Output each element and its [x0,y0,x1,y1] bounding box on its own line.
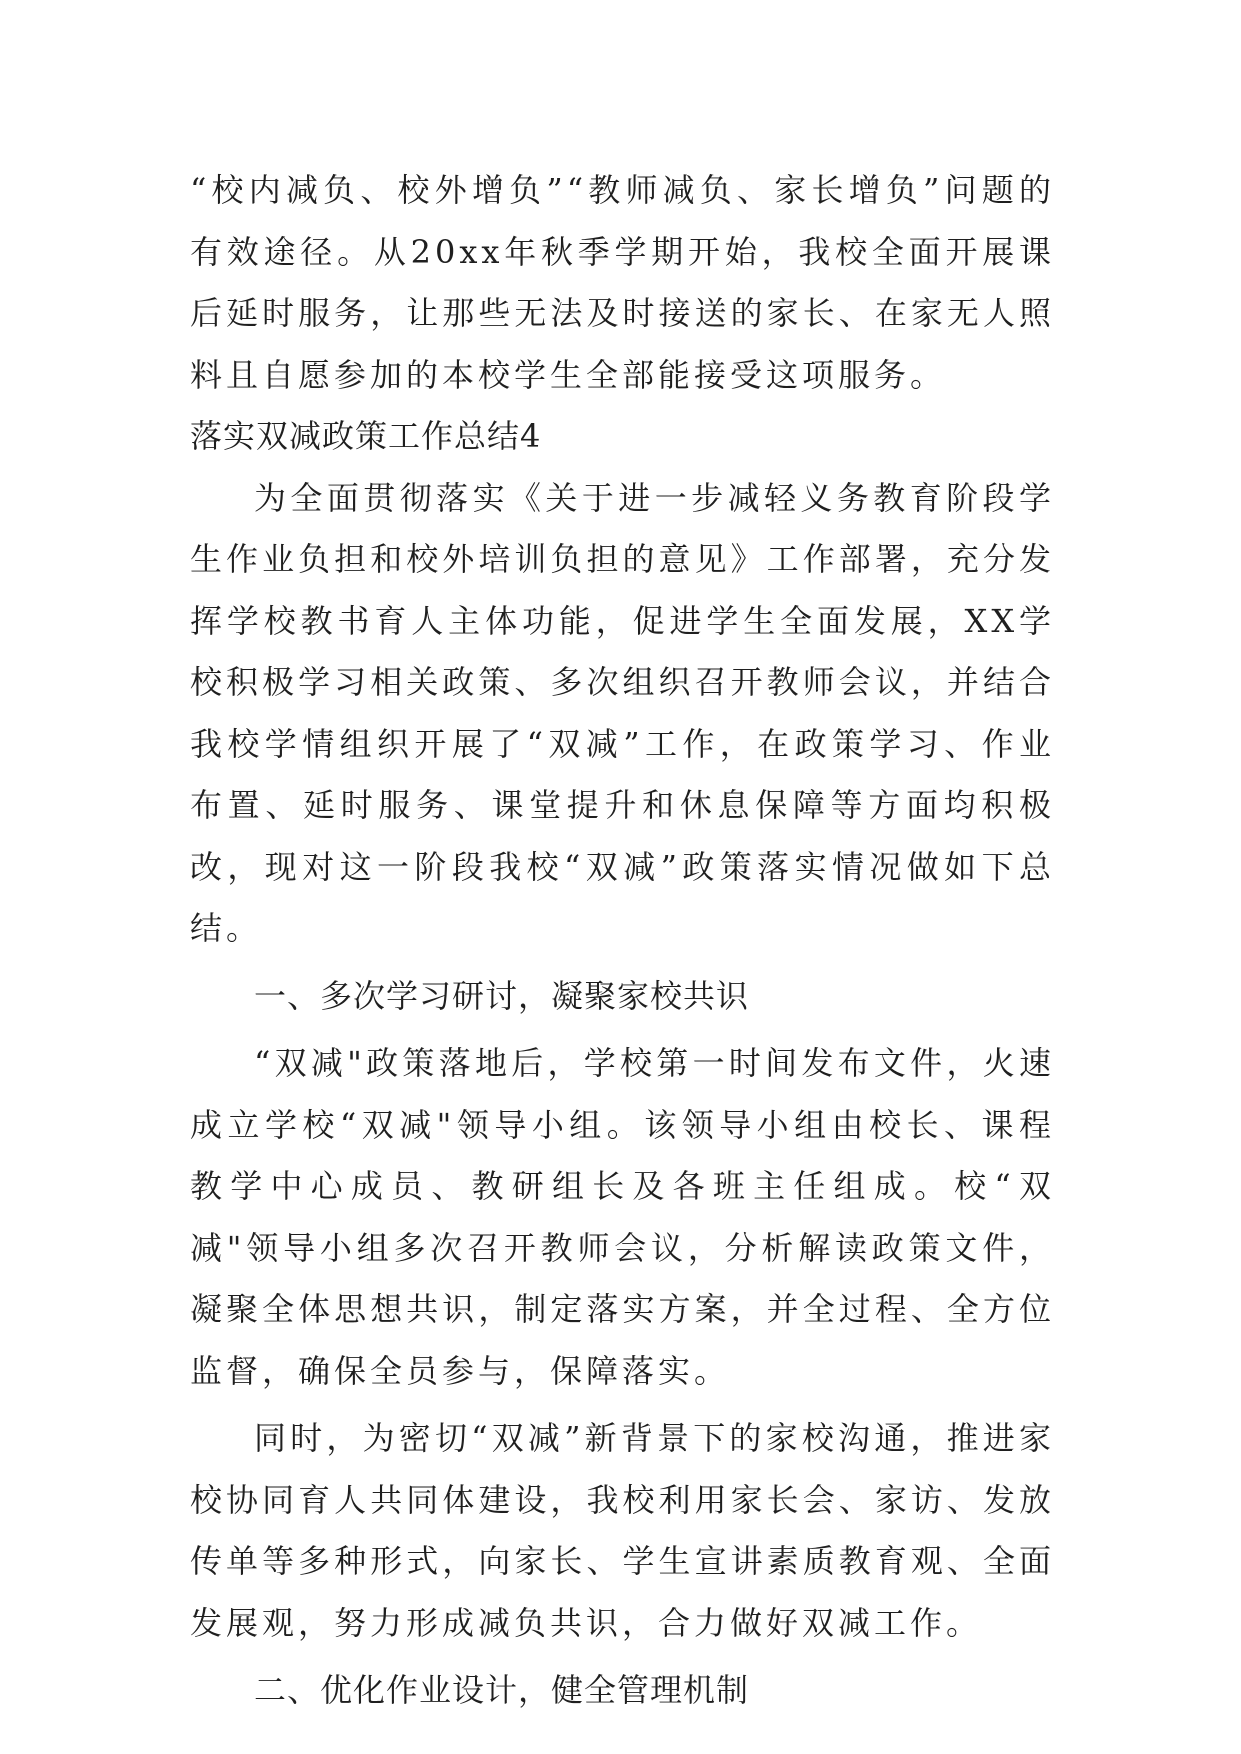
paragraph-1a: “双减"政策落地后，学校第一时间发布文件，火速成立学校“双减"领导小组。该领导小组由校长、课程教学中心成员、教研组长及各班主任组成。校“双减"领导小组多次召开教师会议，分析解读政策文件，凝聚全体思想共识，制定落实方案，并全过程、全方位监督，确保全员参与，保障落实。 [190,1044,1055,1390]
document-body [190,160,1055,1722]
section-title: 落实双减政策工作总结4 [190,417,542,455]
heading-1: 一、多次学习研讨，凝聚家校共识 [254,976,750,1015]
paragraph-intro: 为全面贯彻落实《关于进一步减轻义务教育阶段学生作业负担和校外培训负担的意见》工作部署，充分发挥学校教书育人主体功能，促进学生全面发展，XX学校积极学习相关政策、多次组织召开教师会议，并结合我校学情组织开展了“双减”工作，在政策学习、作业布置、延时服务、课堂提升和休息保障等方面均积极改，现对这一阶段我校“双减”政策落实情况做如下总结。 [190,478,1055,947]
paragraph-continued: “校内减负、校外增负”“教师减负、家长增负”问题的有效途径。从20xx年秋季学期开始，我校全面开展课后延时服务，让那些无法及时接送的家长、在家无人照料且自愿参加的本校学生全部能接受这项服务。 [190,171,1055,394]
heading-2: 二、优化作业设计，健全管理机制 [254,1671,750,1709]
paragraph-1b: 同时，为密切“双减”新背景下的家校沟通，推进家校协同育人共同体建设，我校利用家长会、家访、发放传单等多种形式，向家长、学生宣讲素质教育观、全面发展观，努力形成减负共识，合力做好双减工作。 [190,1419,1055,1642]
